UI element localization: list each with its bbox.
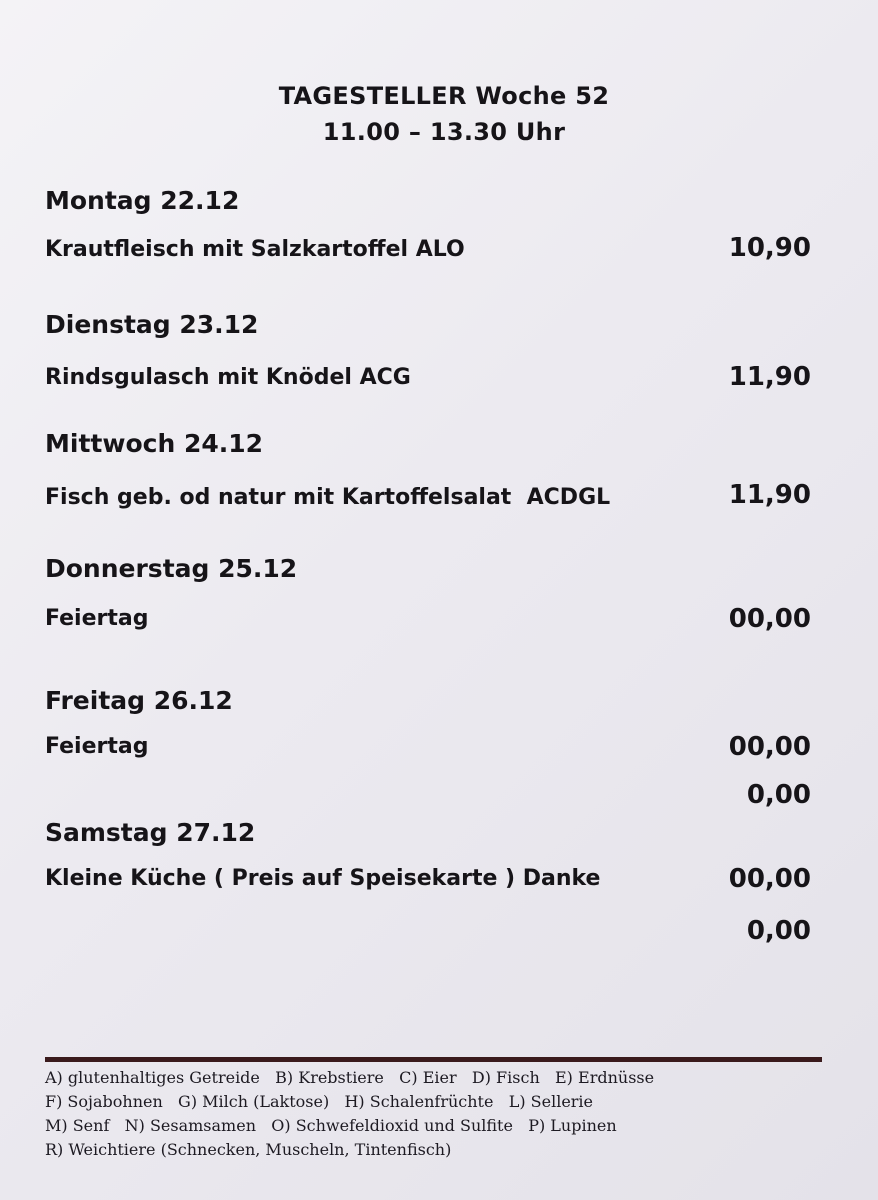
price-thursday: 00,00 bbox=[728, 604, 811, 634]
price-monday: 10,90 bbox=[728, 233, 811, 263]
dish-monday: Krautfleisch mit Salzkartoffel ALO bbox=[45, 237, 465, 262]
day-heading-tuesday: Dienstag 23.12 bbox=[45, 310, 259, 339]
day-heading-wednesday: Mittwoch 24.12 bbox=[45, 429, 264, 458]
menu-title-block bbox=[0, 78, 878, 150]
price-wednesday: 11,90 bbox=[728, 480, 811, 510]
dish-wednesday: Fisch geb. od natur mit Kartoffelsalat ACDGL bbox=[45, 485, 611, 510]
allergen-line: F) Sojabohnen G) Milch (Laktose) H) Schalenfrüchte L) Sellerie bbox=[45, 1092, 594, 1111]
day-heading-saturday: Samstag 27.12 bbox=[45, 818, 256, 847]
serving-hours: 11.00 – 13.30 Uhr bbox=[322, 118, 566, 146]
allergen-line: A) glutenhaltiges Getreide B) Krebstiere C) Eier D) Fisch E) Erdnüsse bbox=[45, 1068, 655, 1087]
price-tuesday: 11,90 bbox=[728, 362, 811, 392]
dish-tuesday: Rindsgulasch mit Knödel ACG bbox=[45, 365, 411, 390]
menu-title: TAGESTELLER Woche 52 bbox=[278, 82, 610, 110]
day-heading-friday: Freitag 26.12 bbox=[45, 686, 233, 715]
price-saturday-extra: 0,00 bbox=[746, 916, 811, 946]
allergen-line: M) Senf N) Sesamsamen O) Schwefeldioxid und Sulfite P) Lupinen bbox=[45, 1116, 617, 1135]
day-heading-monday: Montag 22.12 bbox=[45, 186, 240, 215]
allergen-line: R) Weichtiere (Schnecken, Muscheln, Tintenfisch) bbox=[45, 1140, 452, 1159]
price-saturday: 00,00 bbox=[728, 864, 811, 894]
day-heading-thursday: Donnerstag 25.12 bbox=[45, 554, 298, 583]
divider-rule bbox=[45, 1057, 822, 1062]
dish-saturday: Kleine Küche ( Preis auf Speisekarte ) Danke bbox=[45, 866, 601, 891]
allergen-legend bbox=[45, 1066, 654, 1162]
price-friday: 00,00 bbox=[728, 732, 811, 762]
dish-thursday: Feiertag bbox=[45, 606, 149, 631]
dish-friday: Feiertag bbox=[45, 734, 149, 759]
price-friday-extra: 0,00 bbox=[746, 780, 811, 810]
